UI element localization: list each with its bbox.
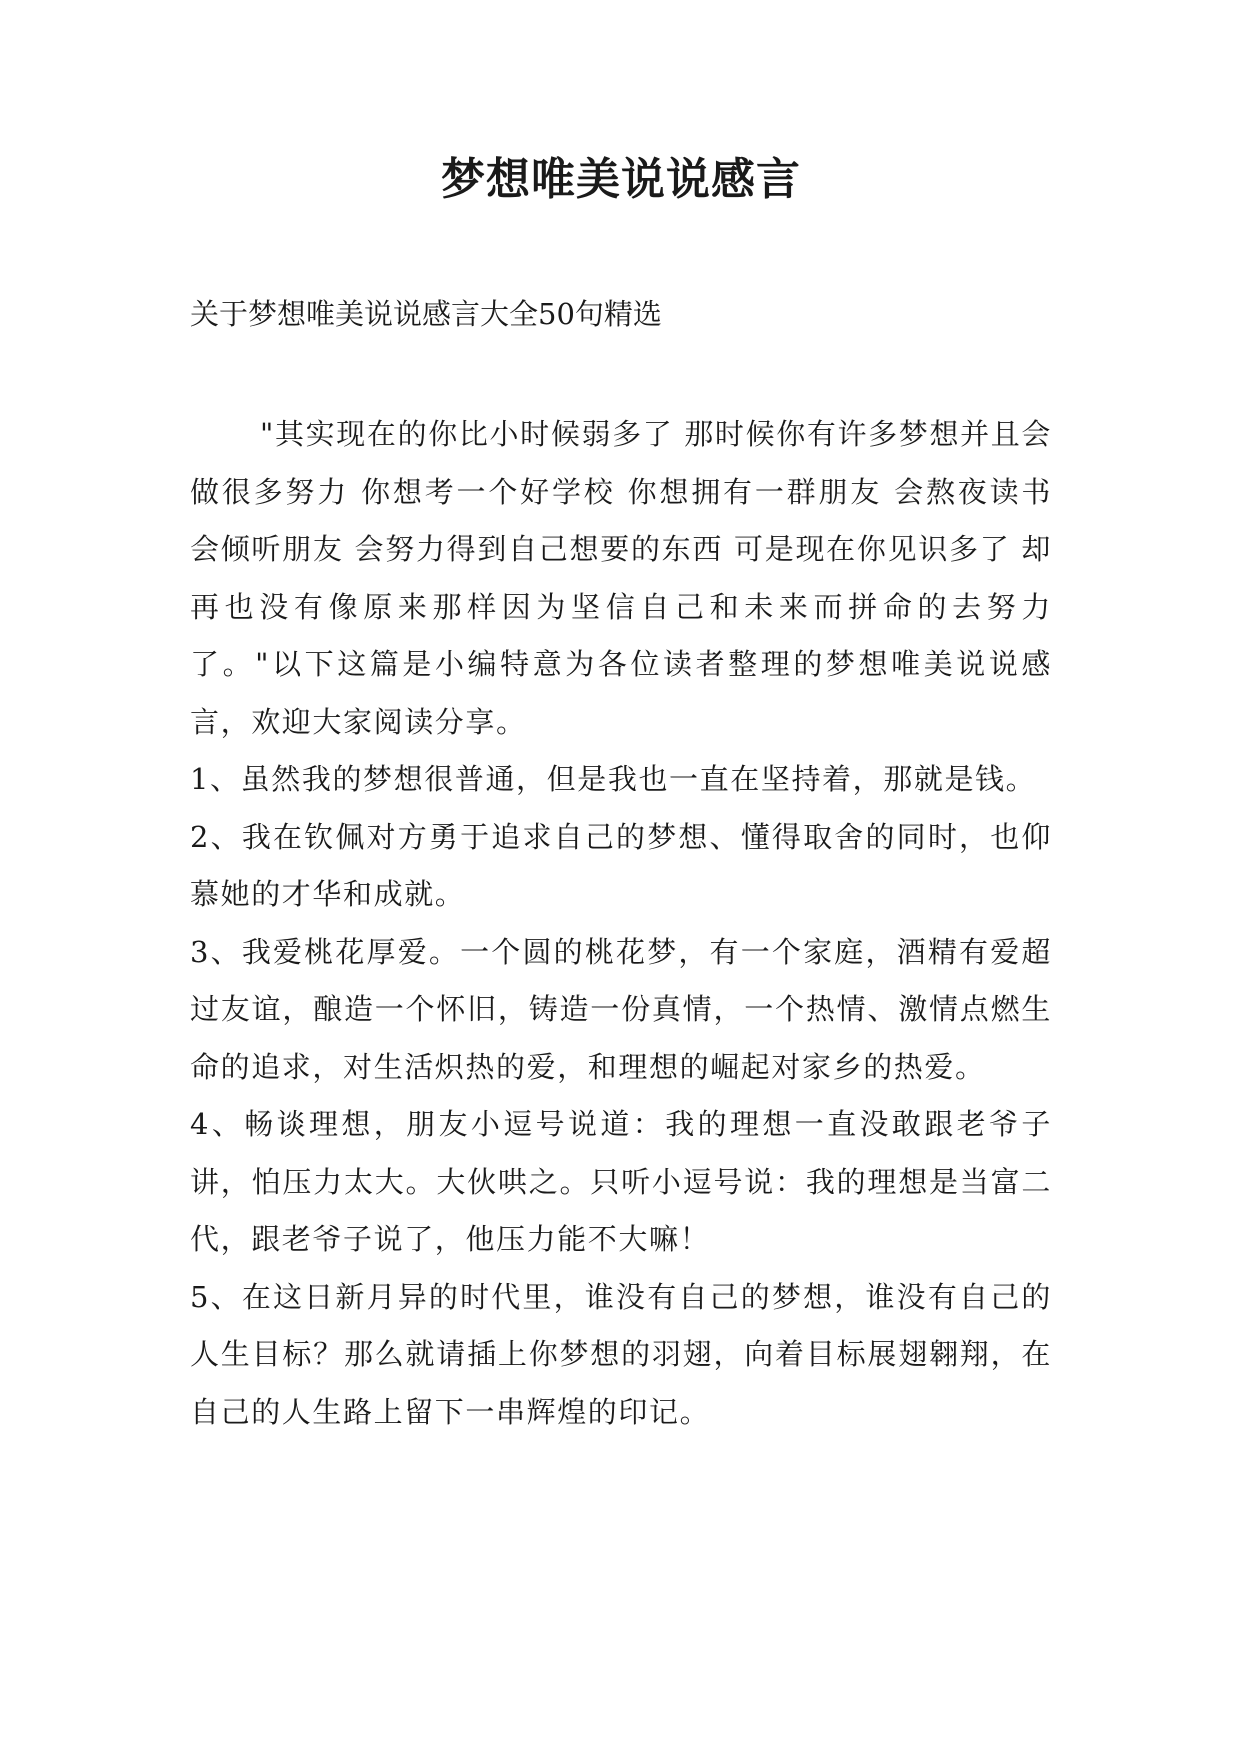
document-subtitle: 关于梦想唯美说说感言大全50句精选 (190, 297, 662, 331)
document-body (190, 406, 1052, 1441)
list-item: 4、畅谈理想，朋友小逗号说道：我的理想一直没敢跟老爷子讲，怕压力太大。大伙哄之。只听小逗号说：我的理想是当富二代，跟老爷子说了，他压力能不大嘛！ (190, 1107, 1052, 1256)
list-item: 5、在这日新月异的时代里，谁没有自己的梦想，谁没有自己的人生目标？那么就请插上你梦想的羽翅，向着目标展翅翱翔，在自己的人生路上留下一串辉煌的印记。 (190, 1279, 1052, 1429)
list-item: 2、我在钦佩对方勇于追求自己的梦想、懂得取舍的同时，也仰慕她的才华和成就。 (190, 819, 1052, 911)
list-item: 1、虽然我的梦想很普通，但是我也一直在坚持着，那就是钱。 (190, 762, 1037, 796)
list-item: 3、我爱桃花厚爱。一个圆的桃花梦，有一个家庭，酒精有爱超过友谊，酿造一个怀旧，铸造一份真情，一个热情、激情点燃生命的追求，对生活炽热的爱，和理想的崛起对家乡的热爱。 (190, 934, 1052, 1084)
intro-paragraph: "其实现在的你比小时候弱多了 那时候你有许多梦想并且会做很多努力 你想考一个好学校 你想拥有一群朋友 会熬夜读书 会倾听朋友 会努力得到自己想要的东西 可是现在你见识多了 却再也没有像原来那样因为坚信自己和未来而拼命的去努力了。"以下这篇是小编特意为各位读者整理的梦想唯美说说感言，欢迎大家阅读分享。 (190, 417, 1052, 739)
document-title: 梦想唯美说说感言 (441, 154, 801, 205)
